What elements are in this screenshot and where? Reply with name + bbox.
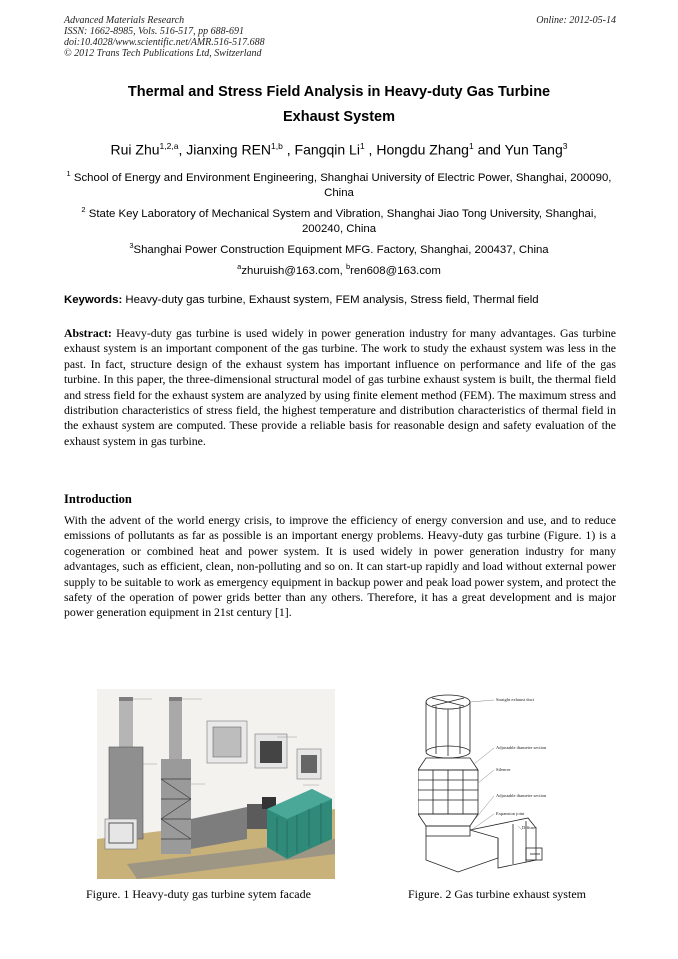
author-sup: 1,b	[271, 141, 283, 151]
author-sup: 1	[359, 141, 365, 151]
figure-1-image	[97, 689, 335, 879]
affiliation-text: State Key Laboratory of Mechanical System and Vibration, Shanghai Jiao Tong University, Shanghai, 200240, China	[88, 207, 597, 235]
keywords	[64, 294, 616, 306]
fig2-label: Straight exhaust duct	[496, 697, 534, 702]
journal-header	[64, 15, 265, 59]
affiliation-2	[60, 202, 618, 237]
author-sep: ,	[282, 141, 295, 158]
affiliation-sup: 1	[66, 169, 71, 178]
introduction-heading: Introduction	[64, 492, 132, 506]
affiliation-1	[60, 166, 618, 201]
journal-name: Advanced Materials Research	[64, 15, 185, 26]
author-name: Fangqin Li	[294, 141, 360, 158]
affiliation-3	[60, 238, 618, 258]
affiliation-sup: 2	[81, 205, 86, 214]
abstract	[64, 326, 616, 449]
affiliation-text: Shanghai Power Construction Equipment MFG. Factory, Shanghai, 200437, China	[133, 243, 549, 256]
introduction-text: With the advent of the world energy crisis, to improve the efficiency of energy conversion and use, and to reduce emissions of pollutants as far as possible is an important energy problems. Heavy-duty gas turbine (Figure. 1) is a cogeneration or combined heat and power system. It is used widely in power generation industry for many advantages, such as efficient, clean, non-polluting and so on. It can start-up rapidly and load without external power supply to be suitable to work as emergency equipment in backup power and peak load power system, and protect the safety of the operation of power grids better than any others. Therefore, it has a great development and is major power generation equipment in 21st century [1].	[64, 513, 616, 620]
author-sup: 1	[468, 141, 474, 151]
keywords-text: Heavy-duty gas turbine, Exhaust system, FEM analysis, Stress field, Thermal field	[122, 294, 539, 306]
email-b: ren608@163.com	[350, 264, 441, 277]
email-sup: b	[345, 262, 351, 271]
abstract-label: Abstract:	[64, 326, 112, 340]
fig2-label: Adjustable diameter section	[496, 793, 547, 798]
fig2-label: Diffuser	[522, 825, 537, 830]
author-sep: ,	[364, 141, 377, 158]
author-sep: ,	[178, 141, 187, 158]
abstract-text: Heavy-duty gas turbine is used widely in power generation industry for many advantages. Gas turbine exhaust system is an important component of the gas turbine. The work to study the exhaust system was less in the past. In fact, structure design of the exhaust system has important influence on performance and life of the gas turbine. In this paper, the three-dimensional structural model of gas turbine exhaust system is built, the thermal field and stress field for the exhaust system are analyzed by using finite element method (FEM). The maximum stress and distribution characteristics of stress field, the highest temperature and distribution characteristics of thermal field in the exhaust system are computed. These provide a reliable basis for reasonable design and safety evaluation of the exhaust system in gas turbine.	[64, 326, 616, 448]
figure-1-caption: Figure. 1 Heavy-duty gas turbine sytem facade	[86, 887, 311, 901]
author-sup: 3	[562, 141, 568, 151]
author-name: Jianxing REN	[186, 141, 272, 158]
paper-title-line1: Thermal and Stress Field Analysis in Heavy-duty Gas Turbine	[127, 84, 551, 100]
affiliation-text: School of Energy and Environment Engineering, Shanghai University of Electric Power, Shanghai, 200090, China	[73, 171, 612, 199]
fig2-label: Expansion joint	[496, 811, 525, 816]
author-sup: 1,2,a	[159, 141, 179, 151]
author-name: Hongdu Zhang	[376, 141, 469, 158]
paper-title-line2: Exhaust System	[282, 109, 396, 125]
affiliation-sup: 3	[129, 241, 134, 250]
email-a: zhuruish@163.com,	[241, 264, 346, 277]
doi-line: doi:10.4028/www.scientific.net/AMR.516-517.688	[64, 37, 265, 48]
fig2-label: Silencer	[496, 767, 511, 772]
author-emails	[60, 259, 618, 279]
email-sup: a	[237, 262, 242, 271]
fig2-label: Adjustable diameter section	[496, 745, 547, 750]
copyright-line: © 2012 Trans Tech Publications Ltd, Switzerland	[64, 48, 262, 59]
keywords-label: Keywords:	[64, 294, 123, 306]
author-list	[0, 141, 678, 158]
stack-right	[169, 697, 182, 767]
figure-2-image	[418, 688, 578, 878]
author-name: Rui Zhu	[110, 141, 160, 158]
issn-line: ISSN: 1662-8985, Vols. 516-517, pp 688-691	[64, 26, 244, 37]
figure-2-caption: Figure. 2 Gas turbine exhaust system	[408, 887, 586, 901]
online-date: Online: 2012-05-14	[536, 15, 616, 26]
author-name: Yun Tang	[504, 141, 563, 158]
author-sep: and	[473, 141, 505, 158]
